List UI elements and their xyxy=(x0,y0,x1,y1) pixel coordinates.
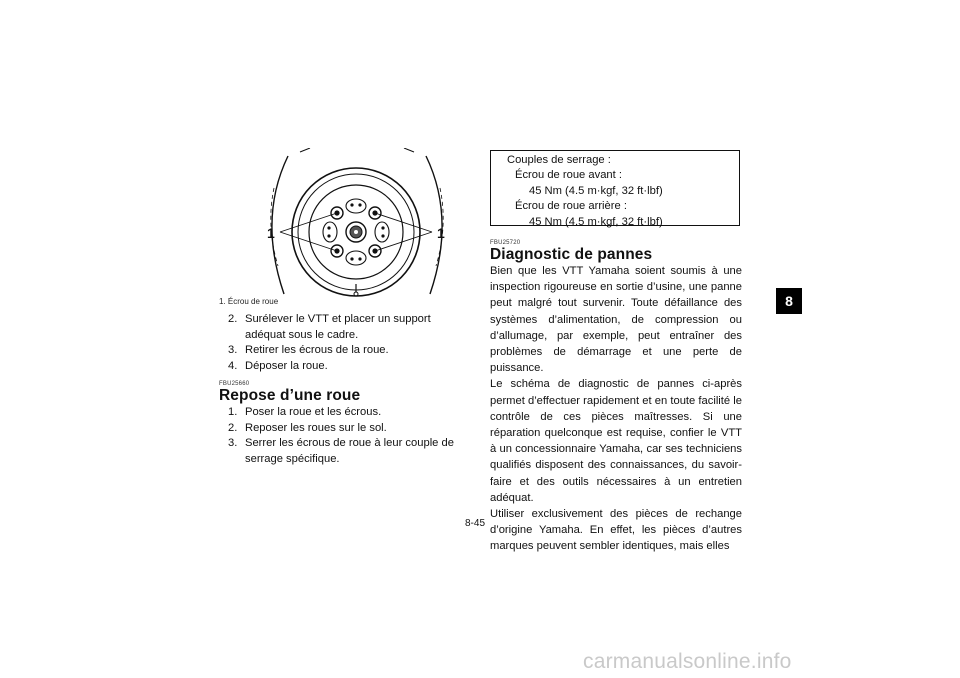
section-title: Diagnostic de pannes xyxy=(490,246,653,263)
list-item: 2. Reposer les roues sur le sol. xyxy=(228,421,387,434)
chapter-tab: 8 xyxy=(776,288,802,314)
paragraph: Le schéma de diagnostic de pannes ci-après permet d’effectuer rapidement et en toute facilité le contrôle de ces pièces maîtresses. Si une réparation quelconque est requise, confier le VTT à un concessionnaire Yamaha, car ses techniciens qualifiés disposent des connaissances, du savoir-faire et des outils nécessaires à un entretien adéquat. xyxy=(490,378,742,504)
callout-left: 1 xyxy=(267,225,275,241)
callout-right: 1 xyxy=(437,225,445,241)
paragraph: Utiliser exclusivement des pièces de rechange d’origine Yamaha. En effet, les pièces d’autres marques peuvent sembler identiques, mais elles xyxy=(490,508,742,553)
installation-steps xyxy=(228,405,470,467)
list-item: 3. Serrer les écrous de roue à leur couple de serrage spécifique. xyxy=(228,437,454,465)
removal-steps xyxy=(228,312,470,374)
front-nut-value: 45 Nm (4.5 m·kgf, 32 ft·lbf) xyxy=(529,184,663,197)
section-title: Repose d’une roue xyxy=(219,387,361,404)
list-item: 1. Poser la roue et les écrous. xyxy=(228,406,382,418)
paragraph: Bien que les VTT Yamaha soient soumis à une inspection rigoureuse en sortie d’usine, une panne peut malgré tout survenir. Toute défaillance des systèmes d’alimentation, de compression ou d’allumage, par exemple, peut entraîner des problèmes de démarrage et une perte de puissance. xyxy=(490,265,742,375)
figure-caption: 1. Écrou de roue xyxy=(219,297,279,306)
rear-nut-value: 45 Nm (4.5 m·kgf, 32 ft·lbf) xyxy=(529,215,663,228)
section-code: FBU25660 xyxy=(219,381,250,387)
list-item: 4. Déposer la roue. xyxy=(228,359,328,372)
rear-nut-label: Écrou de roue arrière : xyxy=(515,200,627,213)
list-item: 2. Surélever le VTT et placer un support adéquat sous le cadre. xyxy=(228,313,431,341)
troubleshooting-text xyxy=(490,263,742,555)
torque-spec-box xyxy=(490,150,740,226)
wheel-illustration xyxy=(244,148,470,298)
front-nut-label: Écrou de roue avant : xyxy=(515,169,622,182)
watermark: carmanualsonline.info xyxy=(583,650,792,673)
page-number: 8-45 xyxy=(465,518,486,529)
list-item: 3. Retirer les écrous de la roue. xyxy=(228,344,389,357)
torque-title: Couples de serrage : xyxy=(507,154,611,166)
section-code: FBU25720 xyxy=(490,240,521,246)
